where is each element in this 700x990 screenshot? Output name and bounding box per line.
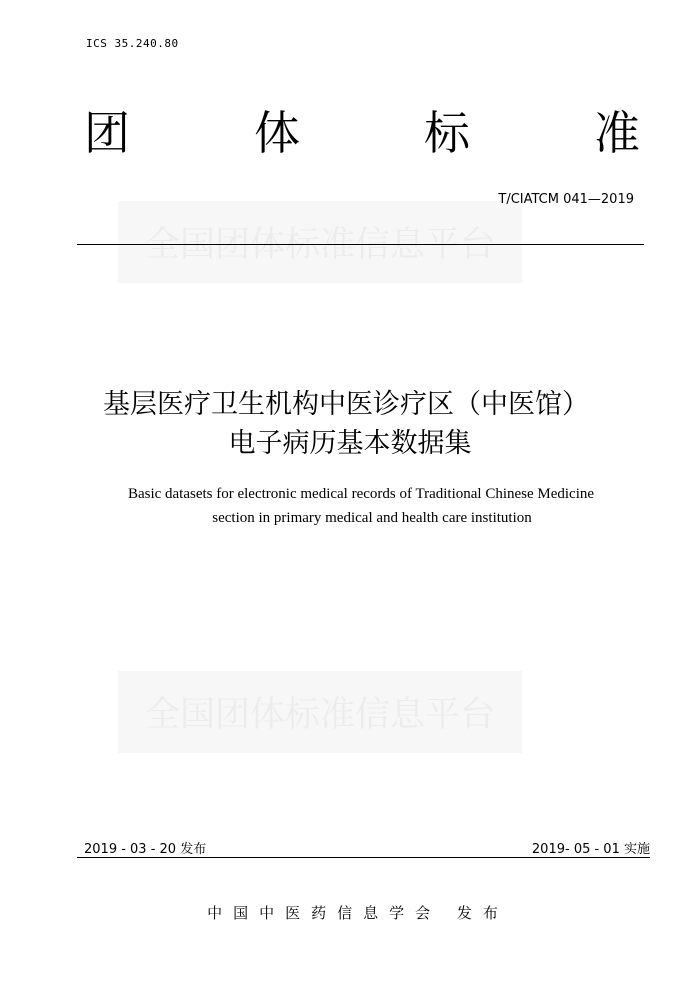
title-en-line2: section in primary medical and health care institution — [212, 510, 532, 526]
watermark-bottom: 全国团体标准信息平台 — [118, 671, 522, 753]
category-char: 团 — [84, 106, 130, 160]
standard-number: T/CIATCM 041—2019 — [498, 192, 634, 207]
watermark-top: 全国团体标准信息平台 — [118, 201, 522, 283]
category-char: 体 — [254, 106, 300, 160]
title-cn-line2: 电子病历基本数据集 — [228, 428, 472, 459]
implementation-date: 2019- 05 - 01 实施 — [531, 842, 650, 857]
title-cn-line1: 基层医疗卫生机构中医诊疗区（中医馆） — [103, 389, 589, 420]
category-char: 准 — [594, 106, 640, 160]
issue-date: 2019 - 03 - 20 发布 — [84, 842, 207, 857]
bottom-divider — [77, 857, 650, 858]
publisher-line: 中国中医药信息学会 发布 — [207, 904, 509, 922]
title-en-line1: Basic datasets for electronic medical records of Traditional Chinese Medicine — [127, 486, 595, 502]
category-char: 标 — [424, 106, 470, 160]
standard-category-title — [84, 106, 640, 160]
ics-code: ICS 35.240.80 — [86, 37, 179, 50]
top-divider — [77, 244, 644, 245]
